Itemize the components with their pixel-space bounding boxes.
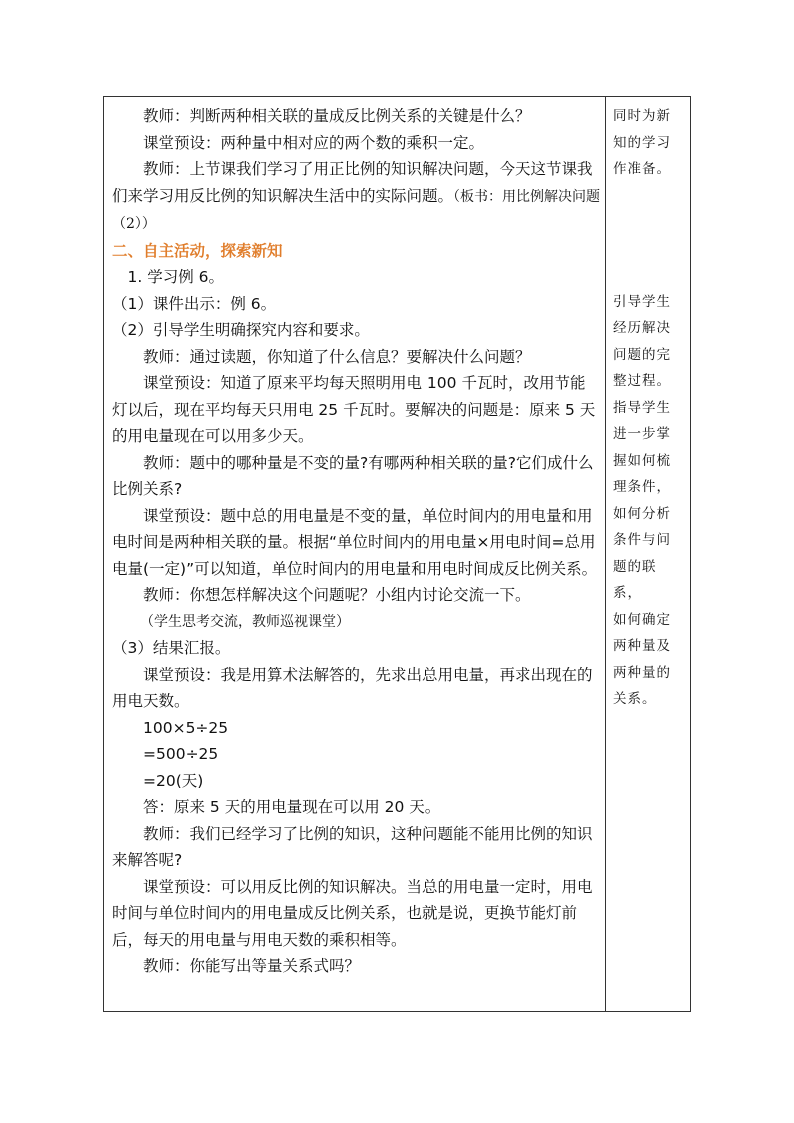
note-line: 知的学习 — [613, 134, 671, 151]
text-line: 教师：我们已经学习了比例的知识，这种问题能不能用比例的知识来解答呢? — [112, 824, 593, 869]
text-line: 教师：题中的哪种量是不变的量?有哪两种相关联的量?它们成什么比例关系? — [112, 453, 594, 498]
text-line: 教师：上节课我们学习了用正比例的知识解决问题，今天这节课我们来学习用反比例的知识解决生活中的实际问题。（板书：用比例解决问题（2）） — [112, 160, 601, 232]
text-line: 答：原来 5 天的用电量现在可以用 20 天。 — [143, 798, 441, 816]
text-line: （1）课件出示：例 6。 — [112, 294, 277, 313]
lesson-table — [103, 96, 691, 1012]
text-line: 教师：你能写出等量关系式吗？ — [143, 957, 361, 975]
note-line: 作准备。 — [613, 161, 671, 177]
note-line: 同时为新 — [613, 108, 671, 124]
equation-line: =20(天) — [143, 771, 204, 790]
text-line: 教师：通过读题，你知道了什么信息？要解决什么问题？ — [143, 347, 531, 366]
section-heading: 二、自主活动，探索新知 — [112, 241, 283, 260]
text-line: 课堂预设：两种量中相对应的两个数的乘积一定。 — [143, 133, 485, 152]
note-line: 引导学生 — [613, 293, 671, 310]
note-line: 两种量的 — [613, 664, 671, 681]
text-line: 课堂预设：知道了原来平均每天照明用电 100 千瓦时，改用节能灯以后，现在平均每天只用电 25 千瓦时。要解决的问题是：原来 5 天的用电量现在可以用多少天。 — [112, 374, 596, 445]
note-line: 指导学生 — [613, 399, 671, 416]
equation-line: 100×5÷25 — [143, 718, 229, 737]
text-line: 教师：你想怎样解决这个问题呢？小组内讨论交流一下。 — [143, 586, 531, 604]
text-line: 课堂预设：可以用反比例的知识解决。当总的用电量一定时，用电时间与单位时间内的用电量成反比例关系，也就是说，更换节能灯前后，每天的用电量与用电天数的乘积相等。 — [112, 877, 593, 949]
note-line: 整过程。 — [613, 373, 671, 389]
note-line: 两种量及 — [613, 638, 671, 654]
note-line: 理条件， — [613, 479, 671, 495]
note-line: 题的联系， — [613, 558, 657, 601]
text-line: （3）结果汇报。 — [112, 639, 231, 657]
text-line: 1. 学习例 6。 — [127, 268, 225, 286]
text-line: （学生思考交流，教师巡视课堂） — [140, 613, 350, 630]
text-line: （2）引导学生明确探究内容和要求。 — [112, 321, 370, 339]
text-line: 课堂预设：题中总的用电量是不变的量，单位时间内的用电量和用电时间是两种相关联的量。根据“单位时间内的用电量×用电时间=总用电量(一定)”可以知道，单位时间内的用电量和用电时间成反比例关系。 — [112, 506, 598, 578]
note-line: 关系。 — [613, 691, 657, 707]
note-line: 问题的完 — [613, 346, 671, 363]
column-divider — [605, 97, 606, 1011]
note-line: 握如何梳 — [613, 452, 671, 469]
text-line: 课堂预设：我是用算术法解答的，先求出总用电量，再求出现在的用电天数。 — [112, 665, 593, 710]
equation-line: =500÷25 — [143, 745, 219, 763]
note-line: 进一步掌 — [613, 426, 671, 442]
note-line: 条件与问 — [613, 532, 671, 548]
text-line: 教师：判断两种相关联的量成反比例关系的关键是什么？ — [143, 107, 531, 125]
main-column — [112, 103, 600, 980]
note-line: 如何确定 — [613, 611, 671, 628]
notes-column — [613, 103, 685, 713]
note-line: 经历解决 — [613, 320, 671, 336]
note-line: 如何分析 — [613, 505, 671, 522]
